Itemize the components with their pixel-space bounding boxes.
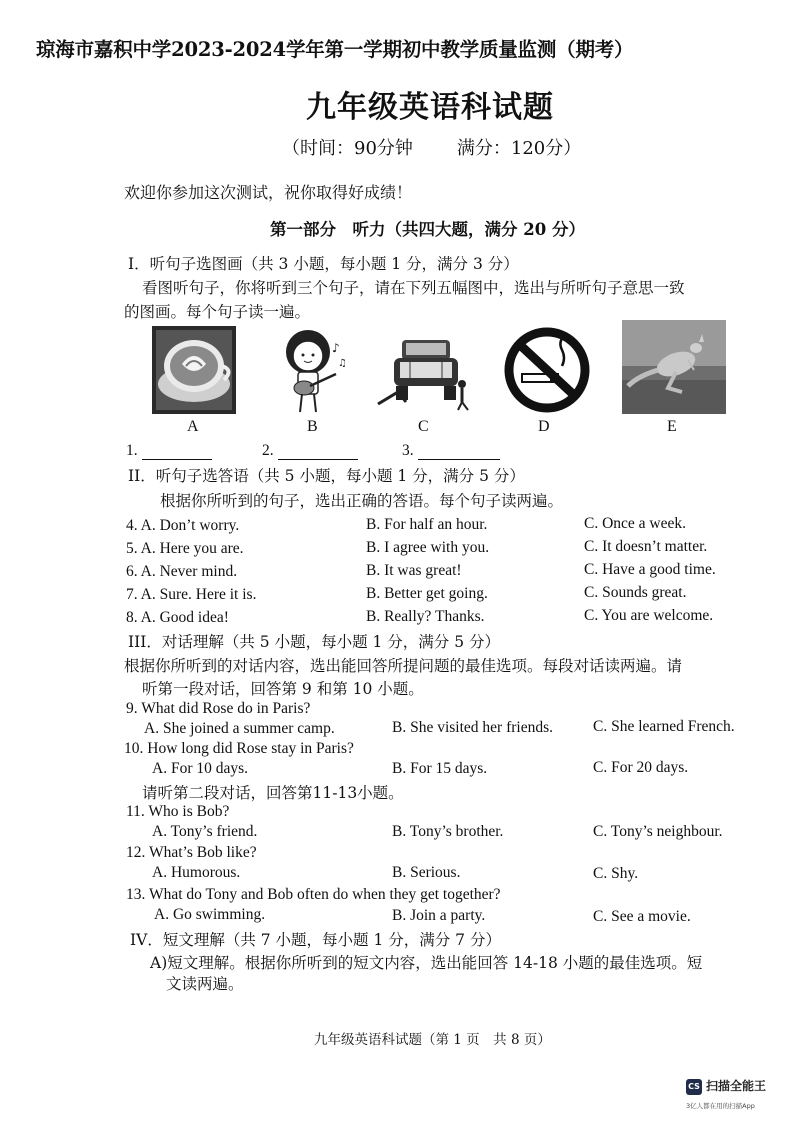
scanner-app-name: 扫描全能王: [706, 1079, 767, 1093]
page-footer: 九年级英语科试题（第 1 页 共 8 页）: [314, 1032, 551, 1048]
section4-sub-a-1: A)短文理解。根据你所听到的短文内容，选出能回答 14-18 小题的最佳选项。短: [150, 954, 703, 972]
q11-option-c: C. Tony’s neighbour.: [593, 823, 723, 840]
q7-option-c: C. Sounds great.: [584, 584, 687, 601]
q13-option-b: B. Join a party.: [392, 907, 486, 924]
welcome-text: 欢迎你参加这次测试，祝你取得好成绩！: [124, 183, 413, 202]
q12-option-b: B. Serious.: [392, 864, 461, 881]
dialogue2-intro: 请听第二段对话，回答第11-13小题。: [142, 784, 404, 802]
picture-label-e: E: [667, 418, 677, 435]
section3-instruction-1: 根据你所听到的对话内容，选出能回答所提问题的最佳选项。每段对话读两遍。请: [124, 657, 683, 675]
answer-number-3: 3.: [402, 442, 414, 459]
q5-option-a: 5. A. Here you are.: [126, 540, 244, 557]
q9-stem: 9. What did Rose do in Paris?: [126, 700, 311, 717]
section1-instruction-1: 看图听句子，你将听到三个句子，请在下列五幅图中，选出与所听句子意思一致: [142, 279, 685, 297]
no-smoking-sign-image: [504, 326, 590, 414]
scanner-logo-icon: CS: [686, 1079, 702, 1095]
q9-option-a: A. She joined a summer camp.: [144, 720, 335, 737]
q11-option-a: A. Tony’s friend.: [152, 823, 258, 840]
girl-playing-guitar-image: [274, 326, 348, 414]
answer-number-1: 1.: [126, 442, 138, 459]
exam-subtitle: [282, 134, 581, 160]
q8-option-a: 8. A. Good idea!: [126, 609, 229, 626]
q10-option-c: C. For 20 days.: [593, 759, 689, 776]
section3-heading: III．对话理解（共 5 小题，每小题 1 分，满分 5 分）: [128, 633, 501, 651]
q10-stem: 10. How long did Rose stay in Paris?: [124, 740, 354, 757]
exam-title: 九年级英语科试题: [306, 90, 554, 125]
q6-option-c: C. Have a good time.: [584, 561, 716, 578]
svg-text:♪: ♪: [332, 341, 340, 355]
q11-stem: 11. Who is Bob?: [126, 803, 230, 820]
coffee-cup-image: [152, 326, 236, 414]
svg-text:♫: ♫: [338, 358, 347, 369]
part1-title: 第一部分 听力（共四大题，满分 20 分）: [270, 220, 585, 239]
section2-heading: II．听句子选答语（共 5 小题，每小题 1 分，满分 5 分）: [128, 467, 525, 485]
q8-option-c: C. You are welcome.: [584, 607, 714, 624]
picture-label-d: D: [538, 418, 550, 435]
picture-label-c: C: [418, 418, 429, 435]
q12-stem: 12. What’s Bob like?: [126, 844, 257, 861]
q6-option-b: B. It was great!: [366, 562, 462, 579]
answer-blank-2[interactable]: [262, 442, 358, 460]
picture-label-a: A: [187, 418, 199, 435]
q11-option-b: B. Tony’s brother.: [392, 823, 504, 840]
section2-instruction: 根据你所听到的句子，选出正确的答语。每个句子读两遍。: [160, 492, 564, 510]
q5-option-b: B. I agree with you.: [366, 539, 490, 556]
section4-heading: IV．短文理解（共 7 小题，每小题 1 分，满分 7 分）: [130, 931, 501, 949]
exam-time: （时间：90分钟: [282, 138, 413, 159]
q10-option-a: A. For 10 days.: [152, 760, 249, 777]
q6-option-a: 6. A. Never mind.: [126, 563, 238, 580]
answer-blank-1[interactable]: [126, 442, 212, 460]
exam-score: 满分：120分）: [456, 138, 582, 159]
q10-option-b: B. For 15 days.: [392, 760, 488, 777]
q7-option-a: 7. A. Sure. Here it is.: [126, 586, 257, 603]
q8-option-b: B. Really? Thanks.: [366, 608, 485, 625]
section3-instruction-2: 听第一段对话，回答第 9 和第 10 小题。: [142, 680, 424, 698]
q12-option-c: C. Shy.: [593, 865, 639, 882]
section1-heading: I．听句子选图画（共 3 小题，每小题 1 分，满分 3 分）: [128, 255, 519, 273]
section1-instruction-2: 的图画。每个句子读一遍。: [124, 303, 311, 321]
kangaroo-image: [622, 320, 726, 414]
picture-label-b: B: [307, 418, 318, 435]
q4-option-b: B. For half an hour.: [366, 516, 488, 533]
q13-option-c: C. See a movie.: [593, 908, 691, 925]
answer-number-2: 2.: [262, 442, 274, 459]
q5-option-c: C. It doesn’t matter.: [584, 538, 708, 555]
exam-header: 琼海市嘉积中学2023-2024学年第一学期初中教学质量监测（期考）: [36, 38, 634, 61]
q4-option-c: C. Once a week.: [584, 515, 686, 532]
q13-stem: 13. What do Tony and Bob often do when they get together?: [126, 886, 501, 903]
q9-option-b: B. She visited her friends.: [392, 719, 554, 736]
section4-sub-a-2: 文读两遍。: [166, 975, 244, 993]
scanner-tagline: 3亿人都在用的扫描App: [686, 1102, 755, 1110]
q4-option-a: 4. A. Don’t worry.: [126, 517, 240, 534]
broken-car-image: [376, 326, 476, 414]
answer-blank-3[interactable]: [402, 442, 500, 460]
q7-option-b: B. Better get going.: [366, 585, 488, 602]
q13-option-a: A. Go swimming.: [154, 906, 266, 923]
q9-option-c: C. She learned French.: [593, 718, 735, 735]
q12-option-a: A. Humorous.: [152, 864, 241, 881]
